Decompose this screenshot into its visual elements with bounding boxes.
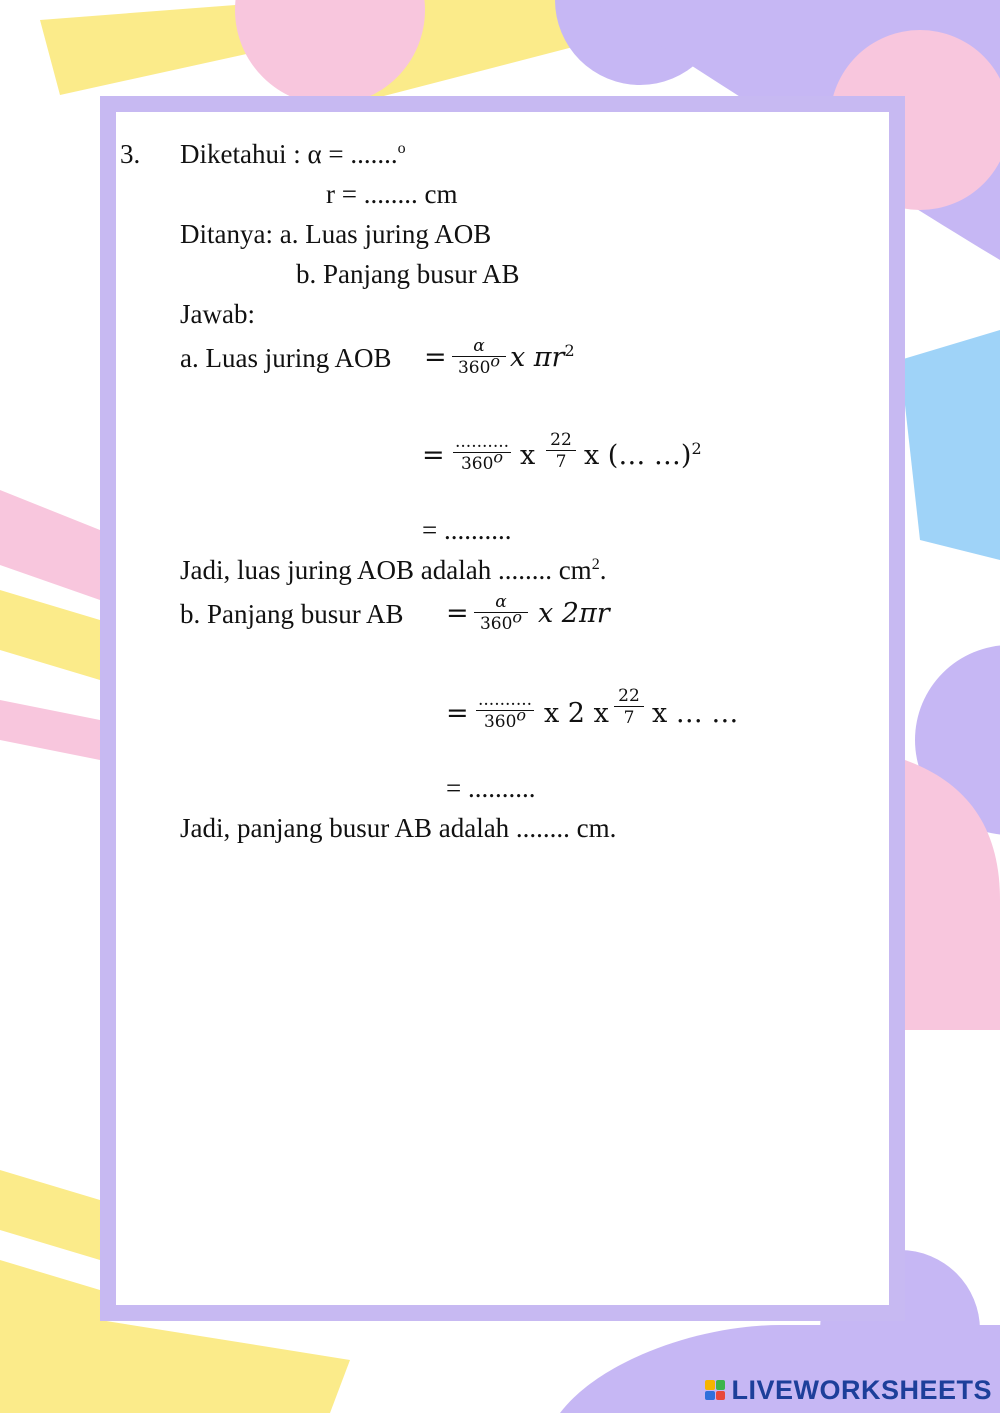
radius-blank: x (… …) xyxy=(584,440,692,471)
square-sup: 2 xyxy=(691,439,702,458)
fraction-den-sup: o xyxy=(490,351,501,371)
pi-numerator: 22 xyxy=(618,686,640,706)
part-b-formula-fraction xyxy=(474,592,528,634)
fraction-den-value: 360 xyxy=(457,358,491,378)
part-a-conclusion-text: Jadi, luas juring AOB adalah ........ cm xyxy=(180,555,592,585)
pi-denominator: 7 xyxy=(623,708,635,728)
part-a-formula-rest xyxy=(510,342,575,374)
square-sup: 2 xyxy=(591,556,600,573)
pi-r: x πr xyxy=(510,342,565,373)
pink-stripe-left-2 xyxy=(0,700,100,760)
fraction-numerator: α xyxy=(473,336,485,356)
fraction-denominator xyxy=(474,607,528,634)
part-a-conclusion xyxy=(180,554,606,586)
part-a-step-rest xyxy=(584,440,702,472)
logo-icon xyxy=(705,1380,725,1400)
part-a-step-equals: = xyxy=(422,440,445,471)
given-alpha-text: Diketahui : α = ....... xyxy=(180,139,398,169)
square-sup: 2 xyxy=(564,341,575,360)
part-b-formula-equals: = xyxy=(446,598,469,629)
part-b-conclusion: Jadi, panjang busur AB adalah ........ cm. xyxy=(180,813,617,843)
problem-number: 3. xyxy=(120,139,141,169)
given-alpha xyxy=(180,138,406,170)
part-a-result: = .......... xyxy=(422,515,512,545)
part-a-pi-fraction xyxy=(546,430,576,472)
answer-label: Jawab: xyxy=(180,299,255,329)
part-b-step-times: x 2 x xyxy=(544,698,609,729)
blue-triangle-right xyxy=(900,330,1000,560)
period: . xyxy=(599,555,607,585)
fraction-denominator xyxy=(453,447,511,474)
part-a-step-fraction xyxy=(453,432,511,474)
pi-denominator: 7 xyxy=(555,452,567,472)
fraction-numerator-blank: .......... xyxy=(455,432,510,452)
asked-a: Ditanya: a. Luas juring AOB xyxy=(180,219,492,249)
fraction-den-value: 360 xyxy=(483,712,517,732)
fraction-denominator xyxy=(476,705,534,732)
part-a-formula-fraction xyxy=(452,336,506,378)
fraction-denominator xyxy=(452,351,506,378)
given-radius: r = ........ cm xyxy=(326,179,458,209)
yellow-stripe-bottom-left xyxy=(0,1170,100,1260)
fraction-den-value: 360 xyxy=(479,614,513,634)
part-b-step-equals: = xyxy=(446,698,469,729)
yellow-stripe-bottom xyxy=(0,1260,100,1413)
part-a-formula-equals: = xyxy=(424,342,447,373)
yellow-stripe-left xyxy=(0,590,100,680)
fraction-den-sup: o xyxy=(516,705,527,725)
degree-sup: o xyxy=(397,140,406,157)
fraction-numerator-blank: .......... xyxy=(478,690,533,710)
part-b-step-rest: x … … xyxy=(652,698,739,729)
part-b-pi-fraction xyxy=(614,686,644,728)
liveworksheets-logo xyxy=(705,1373,992,1407)
pink-stripe-left-1 xyxy=(0,490,100,600)
asked-b: b. Panjang busur AB xyxy=(296,259,520,289)
part-a-formula-label: a. Luas juring AOB xyxy=(180,343,392,373)
part-a-step-times: x xyxy=(520,440,536,471)
logo-text: LIVEWORKSHEETS xyxy=(731,1374,992,1405)
part-b-formula-rest: x 2πr xyxy=(538,598,610,629)
fraction-den-value: 360 xyxy=(460,454,494,474)
fraction-numerator: α xyxy=(495,592,507,612)
yellow-stripe-bottom-2 xyxy=(100,1320,350,1413)
part-b-step-fraction xyxy=(476,690,534,732)
pi-numerator: 22 xyxy=(550,430,572,450)
fraction-den-sup: o xyxy=(493,447,504,467)
part-b-result: = .......... xyxy=(446,773,536,803)
part-b-formula-label: b. Panjang busur AB xyxy=(180,599,404,629)
fraction-den-sup: o xyxy=(512,607,523,627)
